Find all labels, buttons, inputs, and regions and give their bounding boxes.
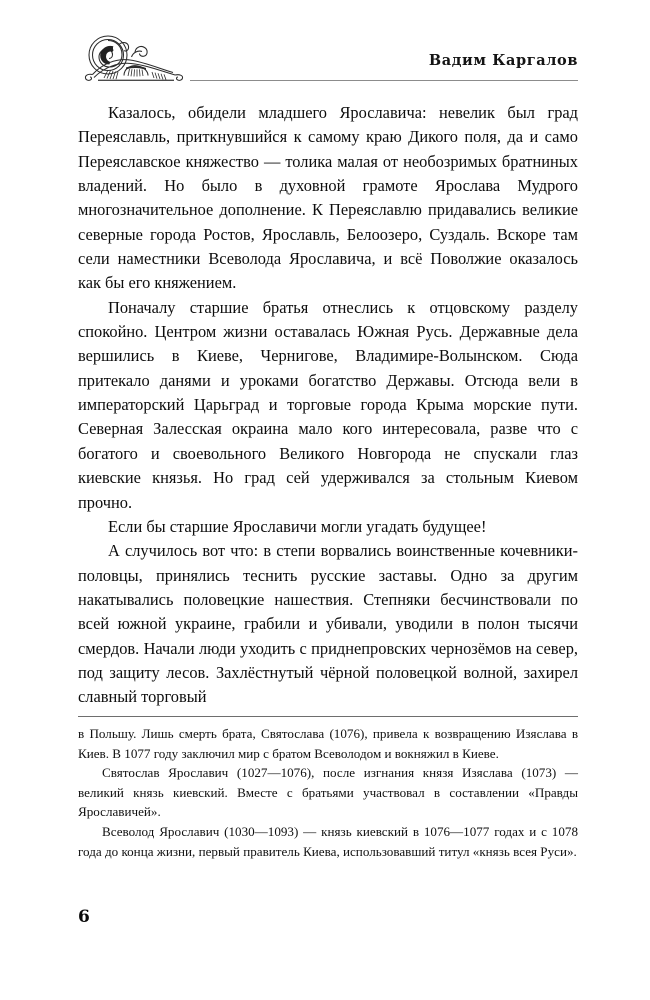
footnote-separator xyxy=(78,716,578,717)
running-head-rule xyxy=(190,80,578,81)
body-paragraph: Казалось, обидели младшего Ярославича: невелик был град Переяславль, приткнувшийся к самому краю Дикого поля, да и само Переяславское княжество — толика малая от необозримых братниных владений. Но было в духовной грамоте Ярослава Мудрого многозначительное дополнение. К Переяславлю придавались великие северные города Ростов, Ярославль, Белоозеро, Суздаль. Вскоре там сели наместники Всеволода Ярославича, и всё Поволжие оказалось как бы его княжением. xyxy=(78,103,578,293)
running-head xyxy=(78,34,578,86)
body-text xyxy=(78,101,578,710)
page-number: 6 xyxy=(78,907,90,927)
body-paragraph: Если бы старшие Ярославичи могли угадать будущее! xyxy=(108,516,487,536)
scroll-vignette-ornament xyxy=(78,34,200,82)
body-paragraph: Поначалу старшие братья отнеслись к отцовскому разделу спокойно. Центром жизни оставалась Южная Русь. Державные дела вершились в Киеве, Чернигове, Владимире-Волынском. Сюда притекало данями и уроками богатство Державы. Отсюда вели в императорский Царьград и торговые города Крыма морские пути. Северная Залесская окраина мало кого интересовала, разве что с богатого и своевольного Великого Новгорода не спускали глаз киевские князья. Но град сей удерживался за стольным Киевом прочно. xyxy=(78,297,578,512)
footnote-entry: Всеволод Ярославич (1030—1093) — князь киевский в 1076—1077 годах и с 1078 года до конца жизни, первый правитель Киева, использовавший титул «князь всея Руси». xyxy=(78,823,578,859)
running-head-author: Вадим Каргалов xyxy=(428,52,578,69)
footnote-block xyxy=(78,724,578,861)
body-paragraph: А случилось вот что: в степи ворвались воинственные кочевники-половцы, принялись теснить русские заставы. Одно за другим накатывались половецкие нашествия. Степняки бесчинствовали по всей южной украине, грабили и убивали, уводили в полон тысячи смердов. Начали люди уходить с приднепровских чернозёмов на север, под защиту лесов. Захлёстнутый чёрной половецкой волной, захирел славный торговый xyxy=(78,541,578,707)
footnote-entry: в Польшу. Лишь смерть брата, Святослава (1076), привела к возвращению Изяслава в Киев. В 1077 году заключил мир с братом Всеволодом и вокняжил в Киеве. xyxy=(78,726,578,761)
footnote-entry: Святослав Ярославич (1027—1076), после изгнания князя Изяслава (1073) — великий князь киевский. Вместе с братьями участвовал в составлении «Правды Ярославичей». xyxy=(78,765,578,820)
